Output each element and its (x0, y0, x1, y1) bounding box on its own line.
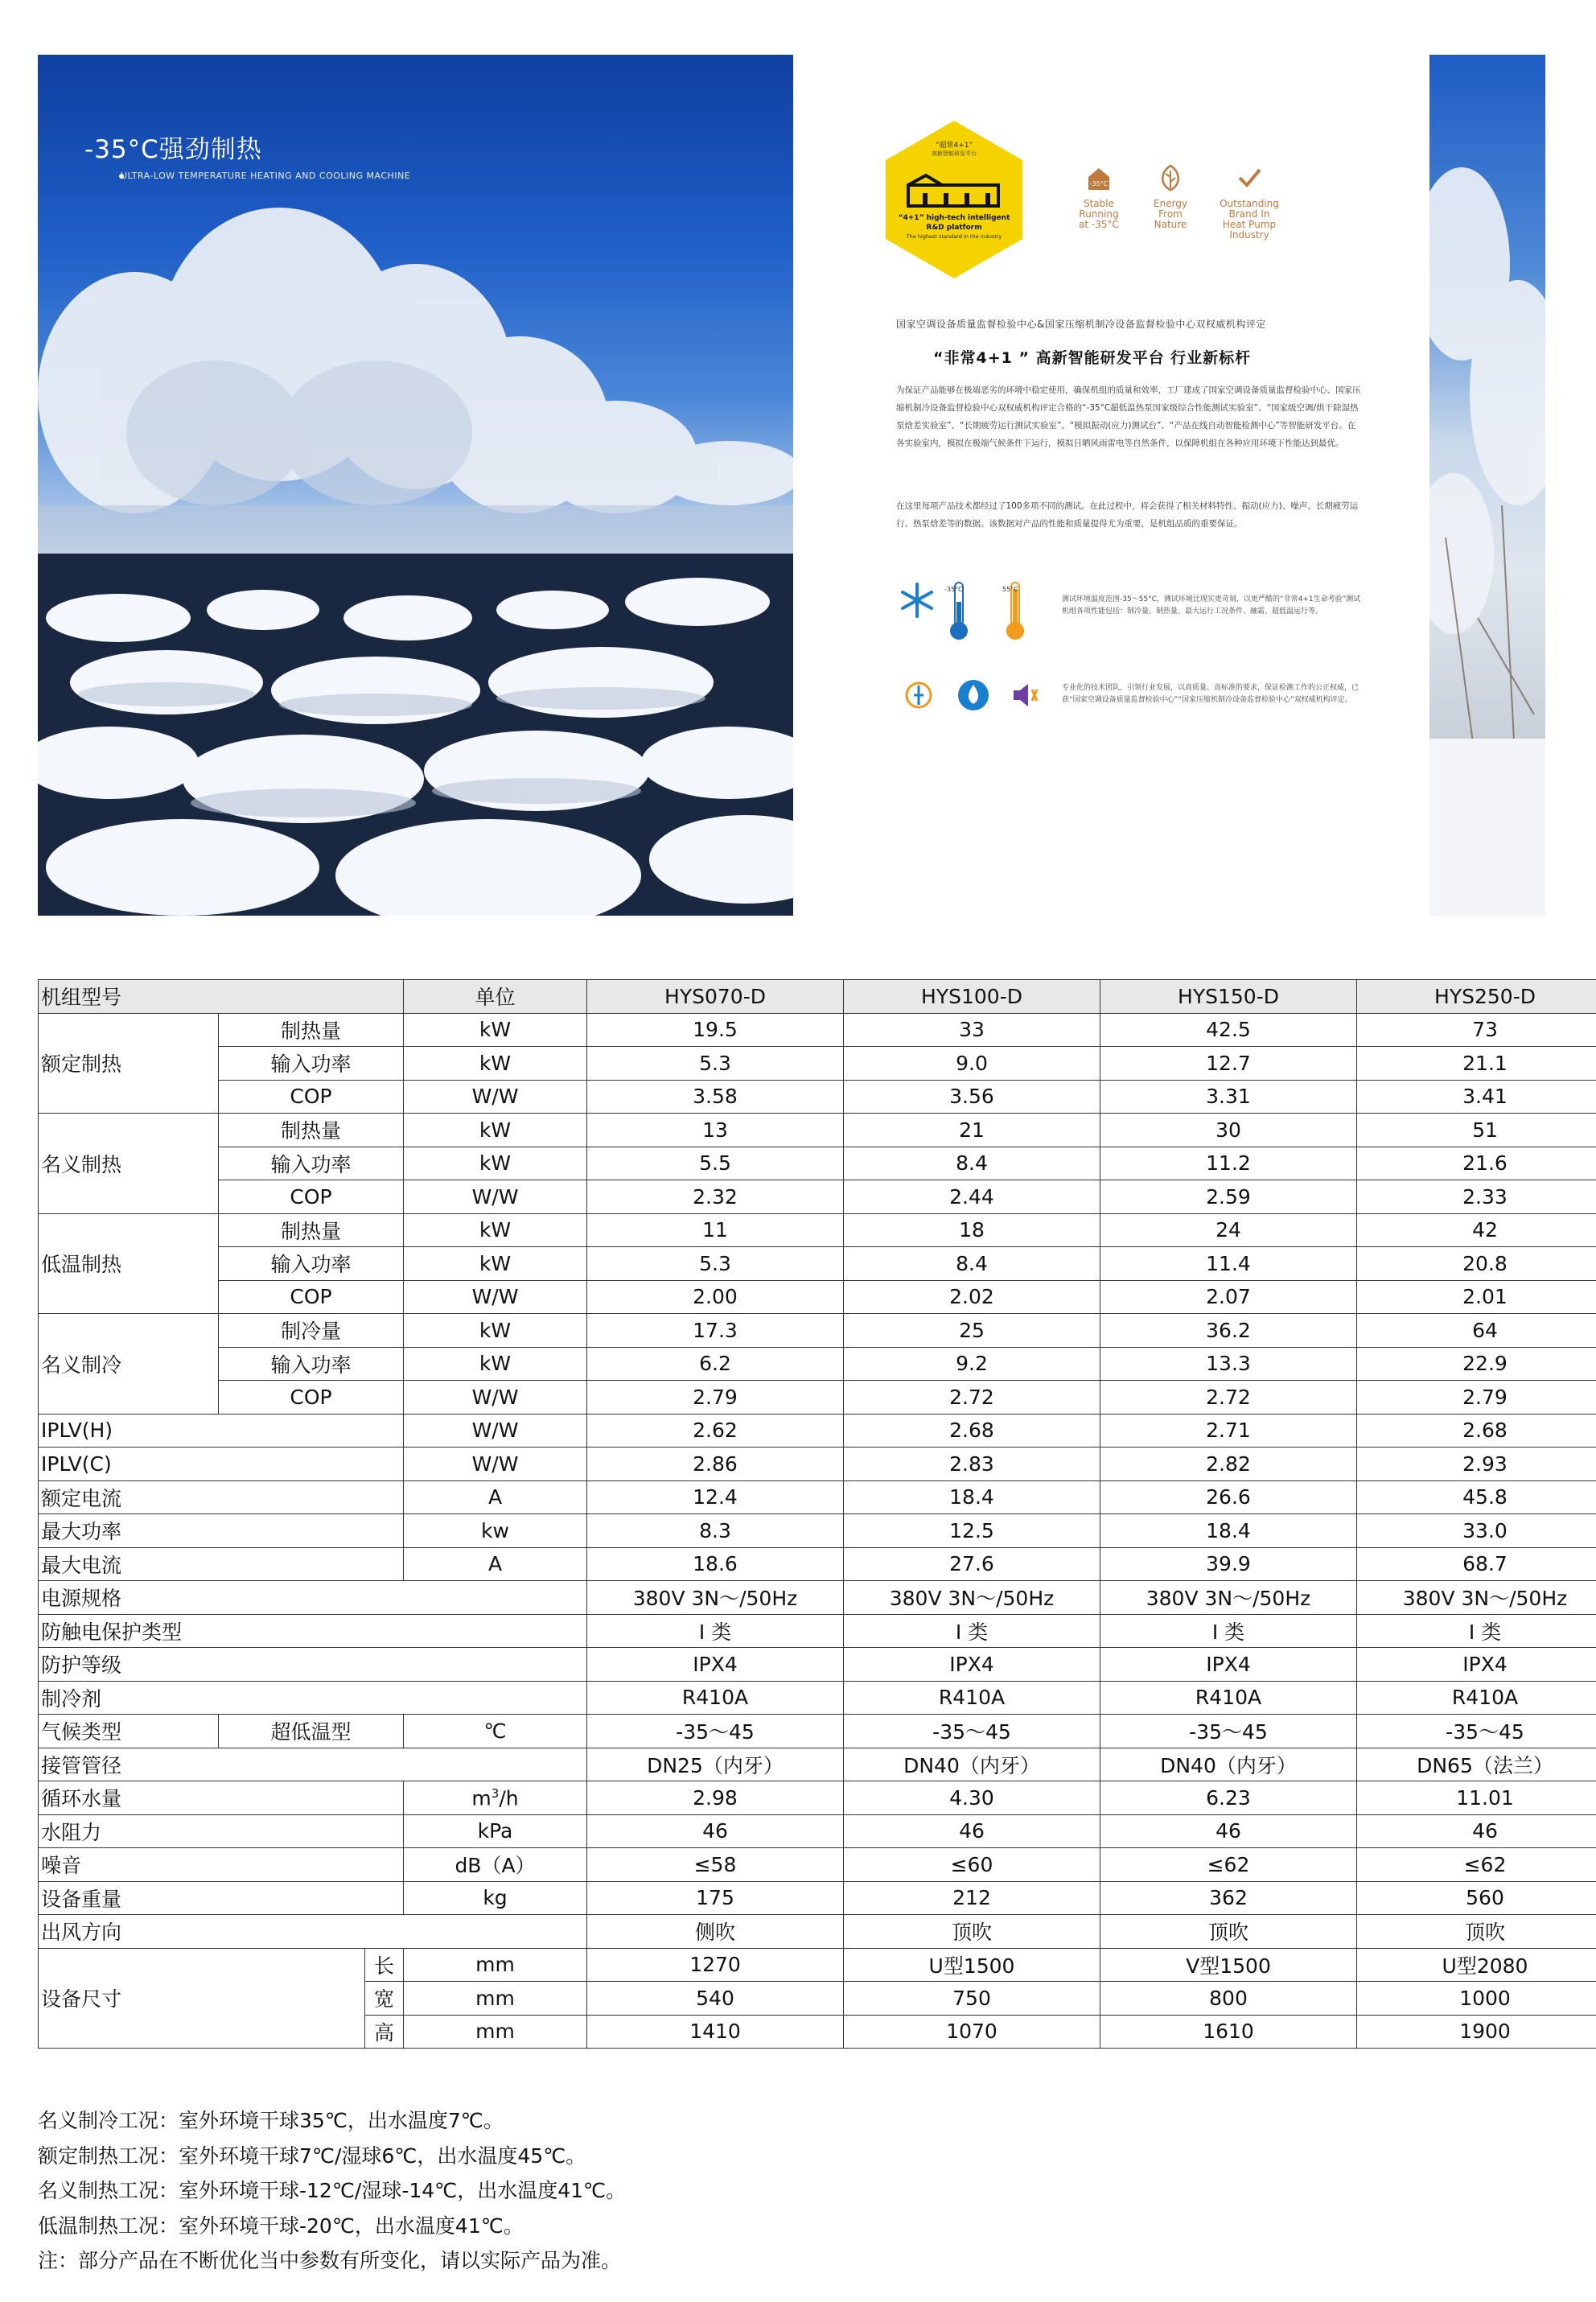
unit-cell: kW (404, 1247, 587, 1281)
value-cell: 5.3 (587, 1247, 844, 1281)
sub-label: 输入功率 (219, 1347, 404, 1381)
info-caption: 国家空调设备质量监督检验中心&国家压缩机制冷设备监督检验中心双权威机构评定 (896, 319, 1266, 330)
info-paragraph-2: 在这里每项产品技术都经过了100多项不同的测试。在此过程中，将会获得了相关材料特性、振动(应力)、噪声、长期疲劳运行、热泵焓差等的数据。该数据对产品的性能和质量提得尤为重要，是机组品质的重要保证。 (896, 501, 1359, 529)
sub-label: 高 (365, 2015, 404, 2049)
value-cell: 21.6 (1357, 1147, 1596, 1180)
table-row (39, 1881, 1596, 1915)
value-cell: DN40（内牙） (844, 1748, 1100, 1781)
row-label: 噪音 (39, 1848, 404, 1882)
value-cell: 39.9 (1100, 1547, 1357, 1581)
table-row (39, 1781, 1596, 1815)
value-cell: 11.4 (1100, 1247, 1357, 1281)
value-cell: 175 (587, 1881, 844, 1915)
value-cell: 2.02 (844, 1280, 1100, 1314)
row-label: 出风方向 (39, 1915, 587, 1949)
unit-tail: /h (499, 1785, 519, 1810)
table-row (39, 1448, 1596, 1481)
badge-line3: The highest standard in the industry (906, 233, 1002, 240)
feature-brand (1213, 164, 1285, 241)
value-cell: DN40（内牙） (1100, 1748, 1357, 1781)
row-label: 制冷剂 (39, 1681, 587, 1715)
header-model-1: HYS070-D (587, 980, 844, 1014)
sub-label: 输入功率 (219, 1147, 404, 1180)
table-row (39, 1414, 1596, 1448)
footnote: 名义制冷工况：室外环境干球35℃，出水温度7℃。 (38, 2109, 504, 2132)
value-cell: 380V 3N～/50Hz (844, 1581, 1100, 1615)
unit-cell: mm (404, 2015, 587, 2049)
value-cell: 2.32 (587, 1180, 844, 1214)
table-row (39, 1514, 1596, 1548)
table-row (39, 1147, 1596, 1180)
value-cell: 19.5 (587, 1013, 844, 1047)
value-cell: 380V 3N～/50Hz (1357, 1581, 1596, 1615)
value-cell: 560 (1357, 1881, 1596, 1915)
table-row (39, 1114, 1596, 1147)
unit-cell: kW (404, 1314, 587, 1348)
unit-base: m (471, 1785, 492, 1810)
value-cell: DN65（法兰） (1357, 1748, 1596, 1781)
leaf-icon (1157, 164, 1184, 191)
value-cell: 2.83 (844, 1448, 1100, 1481)
unit-cell: W/W (404, 1414, 587, 1448)
value-cell: IPX4 (1100, 1648, 1357, 1682)
test-note: 测试环境温度范围-35～55°C，测试环境比现实更苛刻，以更严酷的“非常4+1生命考验”测试机组各项性能包括：制冷量、制热量、最大运行工况条件、融霜、超低温运行等。 (1062, 595, 1361, 616)
sub-label: 长 (365, 1948, 404, 1982)
value-cell: 11 (587, 1213, 844, 1247)
feature-stable-l1: Stable (1083, 198, 1114, 209)
feature-energy-l1: Energy (1153, 198, 1187, 209)
group-label: 额定制热 (39, 1013, 219, 1114)
snow-landscape-image (38, 55, 793, 916)
value-cell: 2.33 (1357, 1180, 1596, 1214)
value-cell: DN25（内牙） (587, 1748, 844, 1781)
info-headline: “非常4+1 ” 高新智能研发平台 行业新标杆 (933, 349, 1252, 367)
value-cell: 2.68 (1357, 1414, 1596, 1448)
row-label: IPLV(C) (39, 1448, 404, 1481)
row-label: 气候类型 (39, 1715, 219, 1748)
value-cell: 540 (587, 1982, 844, 2016)
value-cell: 33 (844, 1013, 1100, 1047)
unit-cell: kW (404, 1347, 587, 1381)
value-cell: 3.41 (1357, 1080, 1596, 1114)
table-row (39, 1547, 1596, 1581)
value-cell: 26.6 (1100, 1480, 1357, 1514)
value-cell: 8.3 (587, 1514, 844, 1548)
sub-label: 输入功率 (219, 1047, 404, 1081)
value-cell: 2.86 (587, 1448, 844, 1481)
value-cell: ≤62 (1357, 1848, 1596, 1882)
unit-cell: kg (404, 1881, 587, 1915)
value-cell: I 类 (844, 1614, 1100, 1648)
unit-superscript: 3 (491, 1785, 500, 1801)
value-cell: 6.2 (587, 1347, 844, 1381)
footnote: 低温制热工况：室外环境干球-20℃，出水温度41℃。 (38, 2213, 524, 2238)
table-row (39, 1247, 1596, 1281)
value-cell: 46 (844, 1814, 1100, 1848)
row-label: 额定电流 (39, 1480, 404, 1514)
value-cell: 6.23 (1100, 1781, 1357, 1815)
feature-brand-l3: Heat Pump (1222, 219, 1277, 230)
value-cell: 顶吹 (1100, 1915, 1357, 1949)
row-label: 防护等级 (39, 1648, 587, 1682)
feature-stable-l3: at -35°C (1079, 219, 1119, 230)
unit-cell: W/W (404, 1381, 587, 1415)
value-cell: 18.6 (587, 1547, 844, 1581)
value-cell: 25 (844, 1314, 1100, 1348)
value-cell: 3.31 (1100, 1080, 1357, 1114)
value-cell: 46 (1357, 1814, 1596, 1848)
unit-cell: ℃ (404, 1715, 587, 1748)
unit-cell: W/W (404, 1080, 587, 1114)
team-note: 专业化的技术团队，引领行业发展，以高质量、高标准的要求，保证检测工作的公正权威，已获“国家空调设备质量监督检验中心”“国家压缩机制冷设备监督检验中心”双权威机构评定。 (1062, 684, 1359, 704)
value-cell: 2.71 (1100, 1414, 1357, 1448)
header-model-2: HYS100-D (844, 980, 1100, 1014)
temp-high-label: 55°C (1002, 586, 1018, 593)
value-cell: 11.01 (1357, 1781, 1596, 1815)
value-cell: 17.3 (587, 1314, 844, 1348)
value-cell: 42 (1357, 1213, 1596, 1247)
value-cell: I 类 (587, 1614, 844, 1648)
badge-line2: R&D platform (926, 224, 982, 232)
value-cell: 2.59 (1100, 1180, 1357, 1214)
value-cell: IPX4 (587, 1648, 844, 1682)
value-cell: 12.4 (587, 1480, 844, 1514)
value-cell: R410A (587, 1681, 844, 1715)
unit-cell: A (404, 1480, 587, 1514)
unit-cell: mm (404, 1982, 587, 2016)
unit-cell: dB（A） (404, 1848, 587, 1882)
row-label: 设备重量 (39, 1881, 404, 1915)
feature-energy-l2: From (1158, 208, 1183, 220)
table-row (39, 1848, 1596, 1882)
spec-table (38, 979, 1596, 2049)
unit-cell (404, 1781, 587, 1815)
value-cell: 45.8 (1357, 1480, 1596, 1514)
svg-text:-35°C: -35°C (1089, 180, 1109, 187)
table-row (39, 1381, 1596, 1415)
value-cell: 22.9 (1357, 1347, 1596, 1381)
group-label: 设备尺寸 (39, 1948, 365, 2049)
sub-label: COP (219, 1381, 404, 1415)
value-cell: 21 (844, 1114, 1100, 1147)
value-cell: 2.72 (844, 1381, 1100, 1415)
group-label: 名义制热 (39, 1114, 219, 1214)
table-row (39, 1213, 1596, 1247)
unit-cell: kPa (404, 1814, 587, 1848)
unit-cell: kW (404, 1213, 587, 1247)
value-cell: 30 (1100, 1114, 1357, 1147)
sub-label: 制热量 (219, 1114, 404, 1147)
value-cell: 2.68 (844, 1414, 1100, 1448)
group-label: 名义制冷 (39, 1314, 219, 1415)
value-cell: I 类 (1100, 1614, 1357, 1648)
header-model-4: HYS250-D (1357, 980, 1596, 1014)
row-label: 循环水量 (39, 1781, 404, 1815)
value-cell: 侧吹 (587, 1915, 844, 1949)
value-cell: 18.4 (844, 1480, 1100, 1514)
feature-brand-l2: Brand In (1228, 208, 1270, 220)
temp-low-label: -35°C (944, 586, 963, 593)
feature-brand-l4: Industry (1229, 229, 1269, 241)
value-cell: 2.07 (1100, 1280, 1357, 1314)
value-cell: U型1500 (844, 1948, 1100, 1982)
value-cell: 顶吹 (844, 1915, 1100, 1949)
value-cell: V型1500 (1100, 1948, 1357, 1982)
table-row (39, 1180, 1596, 1214)
unit-cell: kW (404, 1013, 587, 1047)
table-row (39, 1013, 1596, 1047)
table-row (39, 1581, 1596, 1615)
table-row (39, 1948, 1596, 1982)
table-row (39, 1347, 1596, 1381)
value-cell: 46 (1100, 1814, 1357, 1848)
badge-line1: “4+1” high-tech intelligent (898, 214, 1010, 222)
sub-label: COP (219, 1180, 404, 1214)
row-label: 电源规格 (39, 1581, 587, 1615)
value-cell: -35～45 (587, 1715, 844, 1748)
value-cell: 1900 (1357, 2015, 1596, 2049)
sound-icon (1009, 679, 1041, 714)
value-cell: 27.6 (844, 1547, 1100, 1581)
value-cell: 11.2 (1100, 1147, 1357, 1180)
hero-subtitle: ULTRA-LOW TEMPERATURE HEATING AND COOLING MACHINE (121, 171, 411, 181)
sub-label: 输入功率 (219, 1247, 404, 1281)
sub-label: 超低温型 (219, 1715, 404, 1748)
value-cell: 1070 (844, 2015, 1100, 2049)
value-cell: 顶吹 (1357, 1915, 1596, 1949)
feature-brand-l1: Outstanding (1220, 198, 1279, 209)
value-cell: 68.7 (1357, 1547, 1596, 1581)
value-cell: 46 (587, 1814, 844, 1848)
row-label: IPLV(H) (39, 1414, 404, 1448)
unit-cell: kW (404, 1047, 587, 1081)
value-cell: 380V 3N～/50Hz (1100, 1581, 1357, 1615)
footnote: 额定制热工况：室外环境干球7℃/湿球6℃，出水温度45℃。 (38, 2143, 586, 2168)
feature-stable-l2: Running (1079, 208, 1119, 220)
snowflake-icon (899, 583, 935, 621)
value-cell: 8.4 (844, 1247, 1100, 1281)
value-cell: IPX4 (844, 1648, 1100, 1682)
unit-cell: kw (404, 1514, 587, 1548)
value-cell: 4.30 (844, 1781, 1100, 1815)
table-row (39, 1648, 1596, 1682)
sub-label: 制热量 (219, 1213, 404, 1247)
value-cell: 2.00 (587, 1280, 844, 1314)
value-cell: 380V 3N～/50Hz (587, 1581, 844, 1615)
value-cell: 36.2 (1100, 1314, 1357, 1348)
value-cell: 24 (1100, 1213, 1357, 1247)
row-label: 防触电保护类型 (39, 1614, 587, 1648)
value-cell: 212 (844, 1881, 1100, 1915)
value-cell: 13 (587, 1114, 844, 1147)
side-photo (1429, 55, 1545, 916)
value-cell: 2.44 (844, 1180, 1100, 1214)
value-cell: 51 (1357, 1114, 1596, 1147)
feature-energy-l3: Nature (1154, 219, 1187, 230)
header-unit: 单位 (404, 980, 587, 1014)
value-cell: 12.5 (844, 1514, 1100, 1548)
value-cell: 2.79 (1357, 1381, 1596, 1415)
value-cell: -35～45 (844, 1715, 1100, 1748)
unit-cell: mm (404, 1948, 587, 1982)
footnotes (38, 2103, 626, 2279)
unit-cell: A (404, 1547, 587, 1581)
sub-label: 制冷量 (219, 1314, 404, 1348)
header-model: 机组型号 (39, 980, 404, 1014)
feature-stable (1068, 164, 1129, 230)
table-row (39, 1814, 1596, 1848)
value-cell: 2.01 (1357, 1280, 1596, 1314)
sub-label: 制热量 (219, 1013, 404, 1047)
value-cell: 3.58 (587, 1080, 844, 1114)
unit-cell: kW (404, 1147, 587, 1180)
feature-energy (1142, 164, 1199, 230)
table-row (39, 1280, 1596, 1314)
value-cell: 18 (844, 1213, 1100, 1247)
value-cell: 2.62 (587, 1414, 844, 1448)
badge-top-sub: 高新智能研发平台 (932, 150, 977, 157)
value-cell: ≤58 (587, 1848, 844, 1882)
checkmark-icon (1236, 164, 1263, 191)
sub-label: COP (219, 1080, 404, 1114)
value-cell: 5.5 (587, 1147, 844, 1180)
row-label: 最大电流 (39, 1547, 404, 1581)
value-cell: 13.3 (1100, 1347, 1357, 1381)
value-cell: -35～45 (1357, 1715, 1596, 1748)
value-cell: 64 (1357, 1314, 1596, 1348)
value-cell: R410A (1100, 1681, 1357, 1715)
table-row (39, 1681, 1596, 1715)
info-paragraph-1: 为保证产品能够在极端恶劣的环境中稳定使用，确保机组的质量和效率，工厂建成了国家空调设备质量监督检验中心、国家压缩机制冷设备监督检验中心双权威机构评定合格的“-35°C超低温热泵国家级综合性能测试实验室”、“国家级空调/烘干除湿热泵焓差实验室”、“长期疲劳运行测试实验室”、“模拟振动(应力)测试台”、“产品在线自动智能检测中心”等智能研发平台。在各实验室内，模拟在极端气候条件下运行，模拟日晒风雨雷电等自然条件，以保障机组在各种应用环境下性能达到最优。 (896, 385, 1361, 448)
row-label: 最大功率 (39, 1514, 404, 1548)
value-cell: 362 (1100, 1881, 1357, 1915)
value-cell: 5.3 (587, 1047, 844, 1081)
vibration-icon (903, 677, 935, 716)
value-cell: 3.56 (844, 1080, 1100, 1114)
row-label: 接管管径 (39, 1748, 587, 1781)
row-label: 水阻力 (39, 1814, 404, 1848)
value-cell: 2.93 (1357, 1448, 1596, 1481)
unit-cell: kW (404, 1114, 587, 1147)
value-cell: ≤62 (1100, 1848, 1357, 1882)
value-cell: 2.79 (587, 1381, 844, 1415)
value-cell: 12.7 (1100, 1047, 1357, 1081)
sub-label: 宽 (365, 1982, 404, 2016)
hero-photo (38, 55, 793, 916)
footnote: 注：部分产品在不断优化当中参数有所变化，请以实际产品为准。 (38, 2249, 622, 2272)
value-cell: 800 (1100, 1982, 1357, 2016)
sub-label: COP (219, 1280, 404, 1314)
table-row (39, 1614, 1596, 1648)
value-cell: 18.4 (1100, 1514, 1357, 1548)
unit-cell: W/W (404, 1180, 587, 1214)
value-cell: R410A (1357, 1681, 1596, 1715)
thermometer-house-icon (1085, 164, 1113, 191)
value-cell: 9.2 (844, 1347, 1100, 1381)
value-cell: U型2080 (1357, 1948, 1596, 1982)
unit-cell: W/W (404, 1280, 587, 1314)
value-cell: 1610 (1100, 2015, 1357, 2049)
value-cell: 1000 (1357, 1982, 1596, 2016)
table-row (39, 1480, 1596, 1514)
value-cell: 73 (1357, 1013, 1596, 1047)
value-cell: ≤60 (844, 1848, 1100, 1882)
value-cell: -35～45 (1100, 1715, 1357, 1748)
value-cell: 20.8 (1357, 1247, 1596, 1281)
value-cell: IPX4 (1357, 1648, 1596, 1682)
table-row (39, 1314, 1596, 1348)
value-cell: 9.0 (844, 1047, 1100, 1081)
value-cell: 2.98 (587, 1781, 844, 1815)
value-cell: 2.82 (1100, 1448, 1357, 1481)
header-model-3: HYS150-D (1100, 980, 1357, 1014)
water-drop-icon (956, 677, 991, 716)
value-cell: 33.0 (1357, 1514, 1596, 1548)
hero-title: -35°C强劲制热 (84, 135, 262, 164)
table-row (39, 1915, 1596, 1949)
value-cell: 21.1 (1357, 1047, 1596, 1081)
table-row (39, 1748, 1596, 1781)
table-row (39, 1080, 1596, 1114)
value-cell: 750 (844, 1982, 1100, 2016)
value-cell: R410A (844, 1681, 1100, 1715)
value-cell: I 类 (1357, 1614, 1596, 1648)
value-cell: 8.4 (844, 1147, 1100, 1180)
unit-cell: W/W (404, 1448, 587, 1481)
value-cell: 1270 (587, 1948, 844, 1982)
group-label: 低温制热 (39, 1213, 219, 1314)
footnote: 名义制热工况：室外环境干球-12℃/湿球-14℃，出水温度41℃。 (38, 2179, 627, 2202)
table-header-row (39, 980, 1596, 1014)
snow-trees-image (1429, 55, 1545, 916)
table-row (39, 1715, 1596, 1748)
value-cell: 1410 (587, 2015, 844, 2049)
badge-top-text: “超常4+1” (935, 142, 973, 150)
value-cell: 2.72 (1100, 1381, 1357, 1415)
value-cell: 42.5 (1100, 1013, 1357, 1047)
table-row (39, 1047, 1596, 1081)
